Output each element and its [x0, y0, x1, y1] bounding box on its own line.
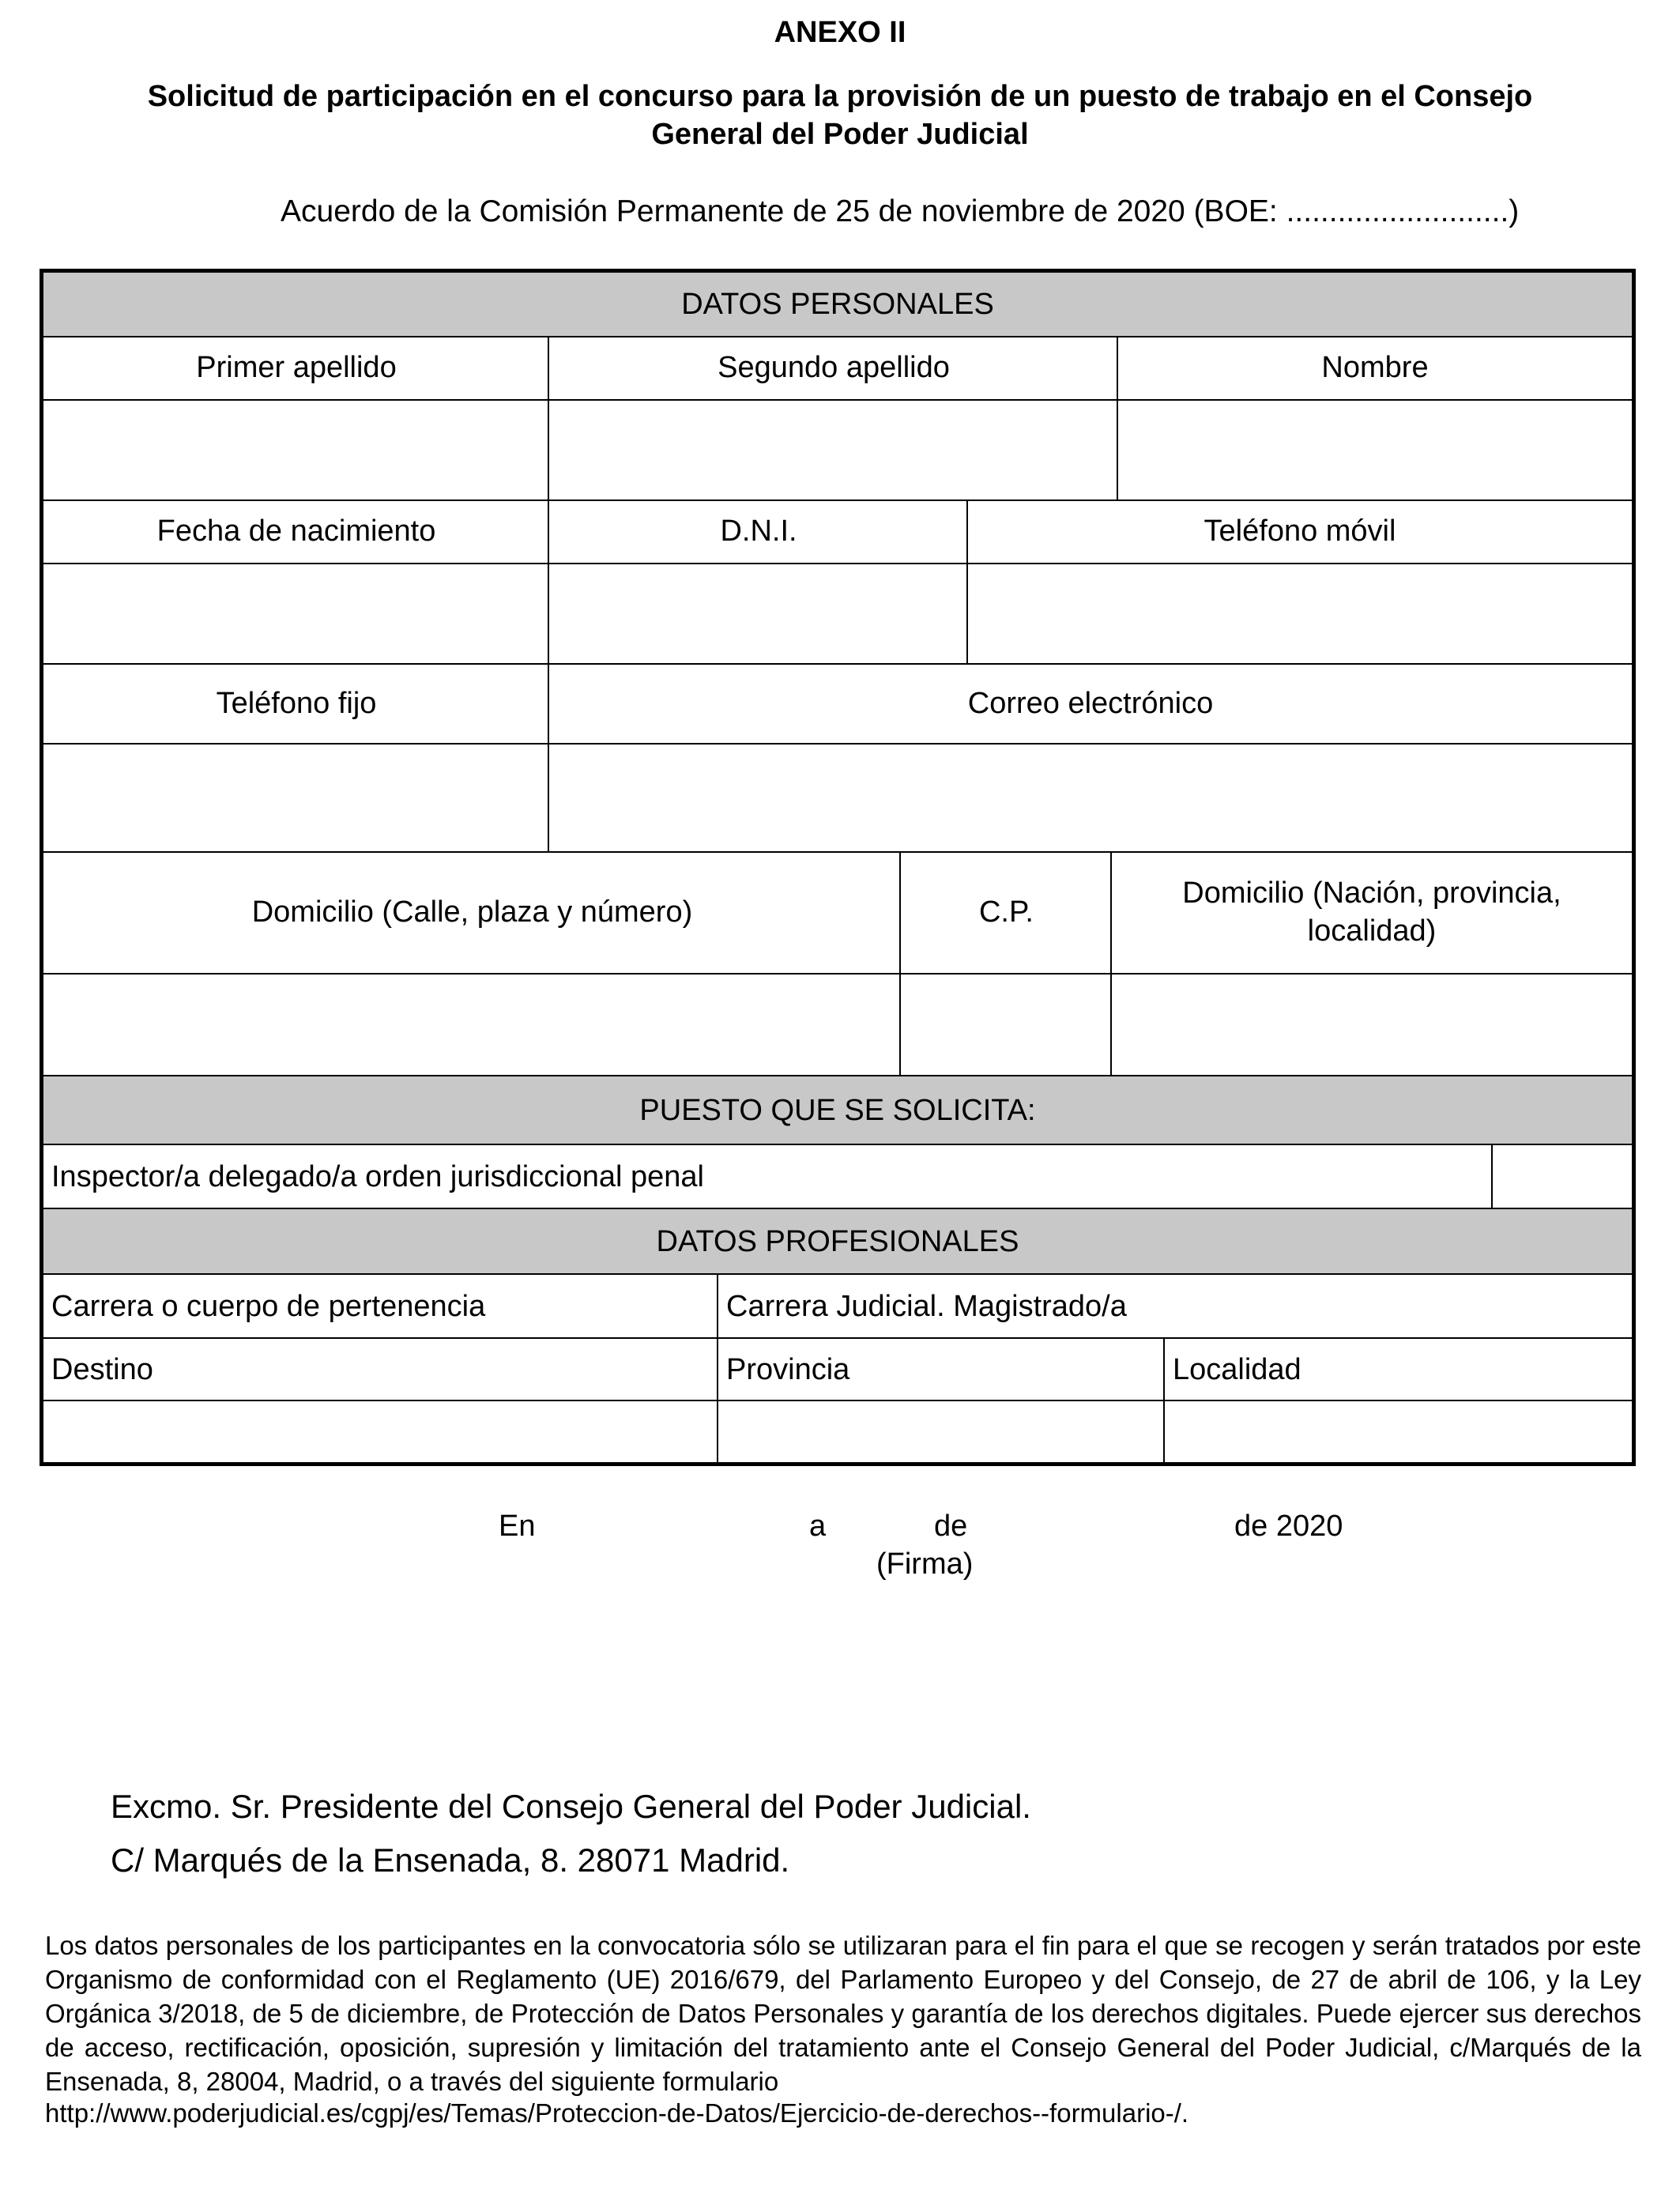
birth-date-label: Fecha de nacimiento [156, 515, 436, 548]
destination-label: Destino [51, 1352, 153, 1386]
province-field[interactable] [718, 1401, 1163, 1466]
addressee-name: Excmo. Sr. Presidente del Consejo General del Poder Judicial. [111, 1788, 1031, 1825]
name-field[interactable] [1118, 401, 1632, 499]
email-label: Correo electrónico [967, 686, 1214, 720]
mobile-field[interactable] [968, 564, 1632, 663]
privacy-notice: Los datos personales de los participantes en la convocatoria sólo se utilizaran para el fin para el que se recogen y serán tratados por este Organismo de conformidad con el Reglamento (UE) 2016/679, del Parlamento Europeo y del Consejo, de 27 de abril de 106, y la Ley Orgánica 3/2018, de 5 de diciembre, de Protección de Datos Personales y garantía de los derechos digitales. Puede ejercer sus derechos de acceso, rectificación, oposición, supresión y limitación del tratamiento ante el Consejo General del Poder Judicial, c/Marqués de la Ensenada, 8, 28004, Madrid, o a través del siguiente formulario [45, 1931, 1641, 2096]
region-address-field[interactable] [1112, 974, 1632, 1075]
career-value: Carrera Judicial. Magistrado/a [726, 1289, 1127, 1323]
postal-code-field[interactable] [901, 974, 1110, 1075]
form-title: Solicitud de participación en el concurso para la provisión de un puesto de trabajo en el Consejo General del Poder Judicial [147, 80, 1533, 151]
second-surname-field[interactable] [549, 401, 1117, 499]
email-field[interactable] [549, 745, 1632, 851]
dni-field[interactable] [549, 564, 966, 663]
agreement-line: Acuerdo de la Comisión Permanente de 25 de noviembre de 2020 (BOE: ..........................) [281, 194, 1520, 228]
street-address-field[interactable] [43, 974, 899, 1075]
signature-year: de 2020 [1234, 1510, 1343, 1543]
postal-code-label: C.P. [978, 895, 1034, 929]
addressee-address: C/ Marqués de la Ensenada, 8. 28071 Madrid. [111, 1842, 790, 1879]
signature-label: (Firma) [876, 1547, 974, 1581]
position-option-label: Inspector/a delegado/a orden jurisdiccional penal [51, 1159, 704, 1193]
annex-title: ANEXO II [774, 16, 906, 49]
landline-label: Teléfono fijo [216, 686, 377, 720]
locality-label: Localidad [1173, 1352, 1301, 1386]
signature-month-prefix: de [934, 1510, 968, 1543]
signature-day-prefix: a [809, 1510, 827, 1543]
landline-field[interactable] [43, 745, 548, 851]
position-option-checkbox[interactable] [1493, 1145, 1632, 1208]
position-heading: PUESTO QUE SE SOLICITA: [639, 1093, 1036, 1127]
second-surname-label: Segundo apellido [718, 351, 950, 384]
professional-data-heading: DATOS PROFESIONALES [656, 1224, 1019, 1258]
career-label: Carrera o cuerpo de pertenencia [51, 1289, 486, 1323]
locality-field[interactable] [1165, 1401, 1632, 1466]
destination-field[interactable] [43, 1401, 717, 1466]
region-address-label: Domicilio (Nación, provincia, localidad) [1182, 876, 1561, 948]
birth-date-field[interactable] [43, 564, 548, 663]
first-surname-label: Primer apellido [196, 351, 397, 384]
street-address-label: Domicilio (Calle, plaza y número) [251, 895, 693, 929]
personal-data-heading: DATOS PERSONALES [681, 288, 994, 321]
application-form [40, 269, 1636, 1466]
signature-place-prefix: En [499, 1510, 536, 1543]
name-label: Nombre [1321, 351, 1429, 384]
province-label: Provincia [726, 1352, 850, 1386]
first-surname-field[interactable] [43, 401, 548, 499]
dni-label: D.N.I. [720, 515, 797, 548]
mobile-label: Teléfono móvil [1203, 515, 1396, 548]
privacy-form-link[interactable]: http://www.poderjudicial.es/cgpj/es/Temas/Proteccion-de-Datos/Ejercicio-de-derechos--formulario-/. [45, 2098, 1189, 2128]
